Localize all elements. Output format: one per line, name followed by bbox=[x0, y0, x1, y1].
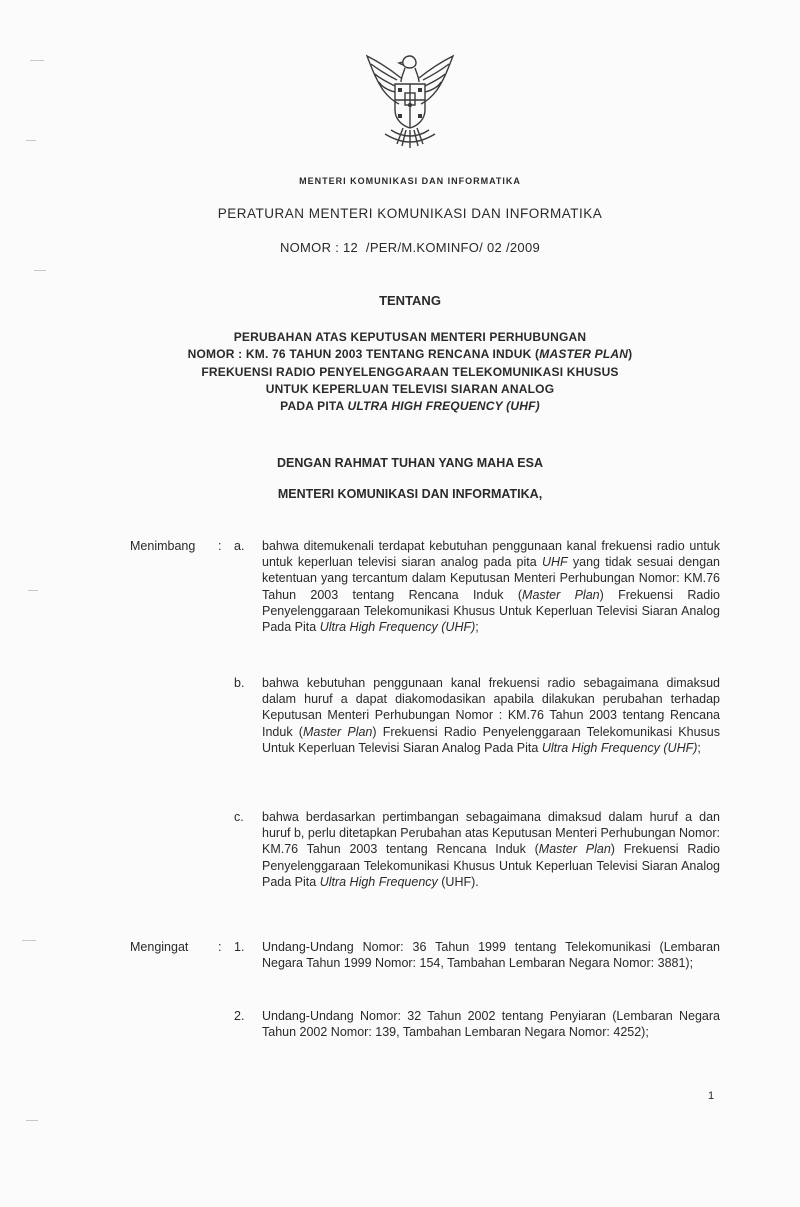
preamble-menteri: MENTERI KOMUNIKASI DAN INFORMATIKA, bbox=[277, 487, 543, 501]
text-run: bahwa ditemukenali terdapat kebutuhan penggunaan kanal frekuensi radio untuk untuk keperluan televisi siaran analog pada pita bbox=[262, 539, 720, 570]
menimbang-marker-a: a. bbox=[234, 539, 245, 553]
text-run: ; bbox=[475, 620, 479, 635]
text-run: bahwa kebutuhan penggunaan kanal frekuensi radio sebagaimana dimaksud dalam huruf a dapat diakomodasikan apabila dilakukan perubahan terhadap Keputusan Menteri Perhubungan Nomor : KM.76 Tahun 2003 tentang Rencana Induk ( bbox=[262, 676, 720, 739]
number-code: /PER/M.KOMINFO/ bbox=[362, 240, 484, 255]
text-run: ; bbox=[697, 740, 701, 755]
number-year: /2009 bbox=[505, 240, 541, 255]
text-run: bahwa berdasarkan pertimbangan sebagaimana dimaksud dalam huruf a dan huruf b, perlu ditetapkan Perubahan atas Keputusan Menteri Perhubungan Nomor: KM.76 Tahun 2003 tentang Rencana Induk ( bbox=[262, 810, 720, 857]
tentang-heading: TENTANG bbox=[379, 293, 441, 308]
number-month: 02 bbox=[483, 240, 506, 255]
subject-line-2-italic: MASTER PLAN bbox=[539, 347, 629, 361]
scan-mark bbox=[30, 60, 44, 61]
scan-mark bbox=[28, 590, 38, 591]
subject-line-5-italic: ULTRA HIGH FREQUENCY (UHF) bbox=[347, 399, 540, 413]
text-run: (UHF). bbox=[437, 874, 479, 889]
text-run-italic: Ultra High Frequency bbox=[319, 874, 438, 889]
text-run-italic: UHF bbox=[541, 555, 568, 570]
scan-mark bbox=[34, 270, 46, 271]
text-run: ) Frekuensi Radio Penyelenggaraan Telekomunikasi Khusus Untuk Keperluan Televisi Siaran Analog Pada Pita bbox=[262, 724, 720, 755]
text-run-italic: Master Plan bbox=[538, 842, 611, 857]
mengingat-marker-1: 1. bbox=[234, 940, 245, 954]
text-run-italic: Master Plan bbox=[522, 587, 600, 602]
menimbang-marker-c: c. bbox=[234, 810, 244, 824]
text-run-italic: Ultra High Frequency (UHF) bbox=[541, 740, 698, 755]
page-number: 1 bbox=[708, 1090, 715, 1102]
scan-mark bbox=[26, 1120, 38, 1121]
scan-mark bbox=[22, 940, 36, 941]
subject-line-2-b: ) bbox=[628, 347, 633, 361]
ministry-heading: MENTERI KOMUNIKASI DAN INFORMATIKA bbox=[299, 176, 521, 186]
garuda-emblem-icon bbox=[355, 48, 465, 158]
scan-mark bbox=[26, 140, 36, 141]
menimbang-item-b bbox=[262, 675, 720, 756]
number-prefix: NOMOR : bbox=[279, 240, 340, 255]
text-run: yang tidak sesuai dengan ketentuan yang tercantum dalam Keputusan Menteri Perhubungan Nomor: KM.76 Tahun 2003 tentang Rencana Induk ( bbox=[262, 555, 720, 602]
mengingat-item-2: Undang-Undang Nomor: 32 Tahun 2002 tentang Penyiaran (Lembaran Negara Tahun 2002 Nomor: 139, Tambahan Lembaran Negara Nomor: 4252); bbox=[262, 1009, 720, 1040]
mengingat-colon: : bbox=[218, 940, 222, 954]
text-run-italic: Master Plan bbox=[302, 724, 373, 739]
subject-line-5 bbox=[60, 399, 760, 413]
subject-line-2 bbox=[60, 347, 760, 361]
text-run-italic: Ultra High Frequency (UHF) bbox=[319, 620, 476, 635]
subject-line-1: PERUBAHAN ATAS KEPUTUSAN MENTERI PERHUBUNGAN bbox=[233, 330, 587, 344]
number-main: 12 bbox=[339, 240, 362, 255]
mengingat-marker-2: 2. bbox=[234, 1009, 245, 1023]
menimbang-colon: : bbox=[218, 539, 222, 553]
menimbang-marker-b: b. bbox=[234, 676, 245, 690]
text-run: ) Frekuensi Radio Penyelenggaraan Telekomunikasi Khusus Untuk Keperluan Televisi Siaran Analog Pada Pita bbox=[262, 842, 720, 889]
mengingat-label: Mengingat bbox=[130, 940, 189, 954]
menimbang-label: Menimbang bbox=[130, 539, 196, 553]
subject-line-2-a: NOMOR : KM. 76 TAHUN 2003 TENTANG RENCANA INDUK ( bbox=[187, 347, 540, 361]
regulation-number bbox=[60, 240, 760, 255]
text-run: ) Frekuensi Radio Penyelenggaraan Telekomunikasi Khusus Untuk Keperluan Televisi Siaran Analog Pada Pita bbox=[262, 587, 720, 635]
regulation-title: PERATURAN MENTERI KOMUNIKASI DAN INFORMATIKA bbox=[217, 206, 603, 221]
subject-line-3: FREKUENSI RADIO PENYELENGGARAAN TELEKOMUNIKASI KHUSUS bbox=[201, 365, 619, 379]
menimbang-item-c bbox=[262, 809, 720, 890]
menimbang-item-a bbox=[262, 538, 720, 635]
subject-line-4: UNTUK KEPERLUAN TELEVISI SIARAN ANALOG bbox=[265, 382, 555, 396]
preamble-rahmat: DENGAN RAHMAT TUHAN YANG MAHA ESA bbox=[277, 456, 543, 470]
mengingat-item-1: Undang-Undang Nomor: 36 Tahun 1999 tentang Telekomunikasi (Lembaran Negara Tahun 1999 Nomor: 154, Tambahan Lembaran Negara Nomor: 3881); bbox=[262, 940, 720, 971]
subject-line-5-a: PADA PITA bbox=[280, 399, 348, 413]
